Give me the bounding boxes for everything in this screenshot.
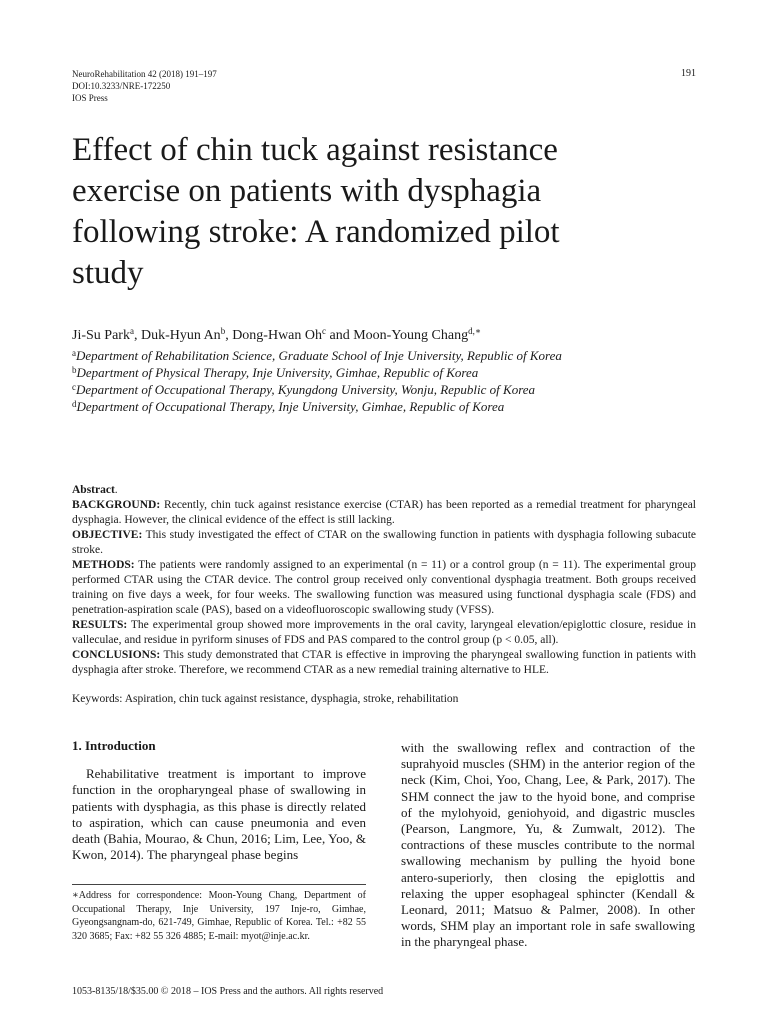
abstract-label: METHODS: (72, 559, 135, 571)
abstract-text: The experimental group showed more improvements in the oral cavity, laryngeal elevation/epiglottic closure, residue in valleculae, and residue in pyriform sinuses of FDS and PAS compared to the control group (p < 0.05, all). (72, 619, 696, 646)
affiliation-list (72, 347, 712, 415)
abstract-heading-line: Abstract. (72, 484, 118, 496)
author-name: Moon-Young Chang (353, 328, 469, 343)
abstract-label: BACKGROUND: (72, 499, 161, 511)
abstract-label: OBJECTIVE: (72, 529, 143, 541)
keywords: Keywords: Aspiration, chin tuck against resistance, dysphagia, stroke, rehabilitation (72, 693, 459, 705)
publisher-name: IOS Press (72, 93, 108, 103)
affiliation-mark: a (72, 348, 76, 358)
body-paragraph: Rehabilitative treatment is important to improve function in the oropharyngeal phase of swallowing in patients with dysphagia, as this phase is directly related to aspiration, which can cause pneumonia and even death (Bahia, Mourao, & Chun, 2016; Lim, Lee, Yoo, & Kwon, 2014). The pharyngeal phase begins (72, 766, 366, 863)
body-paragraph: with the swallowing reflex and contraction of the suprahyoid muscles (SHM) in the anterior region of the neck (Kim, Choi, Yoo, Chang, Lee, & Park, 2017). The SHM connect the jaw to the hyoid bone, and comprise of the mylohyoid, geniohyoid, and digastric muscles (Pearson, Langmore, Yu, & Zumwalt, 2012). The contractions of these muscles contribute to the normal swallowing mechanism by pulling the hyoid bone antero-superiorly, then closing the epiglottis and relaxing the upper esophageal sphincter (Kendall & Leonard, 2011; Matsuo & Palmer, 2008). In other words, SHM play an important role in safe swallowing in the pharyngeal phase. (401, 740, 695, 950)
author-affiliation-mark: a (129, 326, 134, 336)
correspondence-footnote: ∗Address for correspondence: Moon-Young Chang, Department of Occupational Therapy, Inje University, 197 Inje-ro, Gimhae, Gyeongsangnam-do, 621-749, Gimhae, Republic of Korea. Tel.: +82 55 320 3685; Fax: +82 55 326 4885; E-mail: myot@inje.ac.kr. (72, 890, 366, 942)
affiliation-text: Department of Physical Therapy, Inje University, Gimhae, Republic of Korea (76, 365, 479, 380)
footnote-divider (72, 884, 366, 885)
abstract-text: The patients were randomly assigned to an experimental (n = 11) or a control group (n = 11). The experimental group performed CTAR using the CTAR device. The control group received only conventional dysphagia treatment. Both groups received training on five days a week, for four weeks. The swallowing function was measured using functional dysphagia scale (FDS) and penetration-aspiration scale (PAS), based on a videofluoroscopic swallowing study (VFSS). (72, 559, 696, 616)
abstract-text: This study investigated the effect of CTAR on the swallowing function in patients with dysphagia following subacute stroke. (72, 529, 696, 556)
abstract-methods (72, 558, 696, 618)
paper-title: Effect of chin tuck against resistance exercise on patients with dysphagia following stroke: A randomized pilot study (72, 132, 560, 291)
page-number: 191 (681, 68, 696, 79)
abstract-results (72, 618, 696, 648)
author-affiliation-mark: c (322, 326, 327, 336)
abstract-objective (72, 528, 696, 558)
affiliation-mark: d (72, 399, 77, 409)
abstract-label: RESULTS: (72, 619, 128, 631)
abstract-heading: Abstract (72, 484, 115, 496)
section-heading: 1. Introduction (72, 738, 156, 753)
body-column-right (401, 740, 695, 951)
affiliation-mark: c (72, 382, 76, 392)
author-separator: , (133, 328, 141, 343)
author-name: Dong-Hwan Oh (232, 328, 323, 343)
author-affiliation-mark: d,∗ (468, 326, 481, 336)
affiliation-text: Department of Occupational Therapy, Kyungdong University, Wonju, Republic of Korea (76, 382, 536, 397)
affiliation-item (72, 364, 712, 381)
abstract-block (72, 483, 696, 678)
abstract-text: This study demonstrated that CTAR is effective in improving the pharyngeal swallowing function in patients with dysphagia after stroke. Therefore, we recommend CTAR as a new remedial training alternative to HLE. (72, 649, 696, 676)
author-separator: , (225, 328, 233, 343)
author-list (72, 327, 712, 345)
abstract-conclusions (72, 648, 696, 678)
doi-link[interactable]: DOI:10.3233/NRE-172250 (72, 81, 171, 91)
affiliation-item (72, 381, 712, 398)
affiliation-mark: b (72, 365, 77, 375)
abstract-text: Recently, chin tuck against resistance exercise (CTAR) has been reported as a remedial treatment for pharyngeal dysphagia. However, the clinical evidence of the effect is still lacking. (72, 499, 696, 526)
body-column-left (72, 738, 366, 863)
affiliation-text: Department of Occupational Therapy, Inje University, Gimhae, Republic of Korea (76, 399, 505, 414)
affiliation-item (72, 398, 712, 415)
copyright-footer: 1053-8135/18/$35.00 © 2018 – IOS Press and the authors. All rights reserved (72, 986, 384, 997)
abstract-label: CONCLUSIONS: (72, 649, 161, 661)
journal-header (72, 68, 696, 104)
author-separator: and (326, 328, 354, 343)
abstract-background (72, 498, 696, 528)
affiliation-text: Department of Rehabilitation Science, Graduate School of Inje University, Republic of Korea (76, 348, 562, 363)
author-name: Ji-Su Park (72, 328, 130, 343)
journal-citation: NeuroRehabilitation 42 (2018) 191–197 (72, 69, 217, 79)
author-affiliation-mark: b (220, 326, 226, 336)
affiliation-item (72, 347, 712, 364)
author-name: Duk-Hyun An (140, 328, 221, 343)
